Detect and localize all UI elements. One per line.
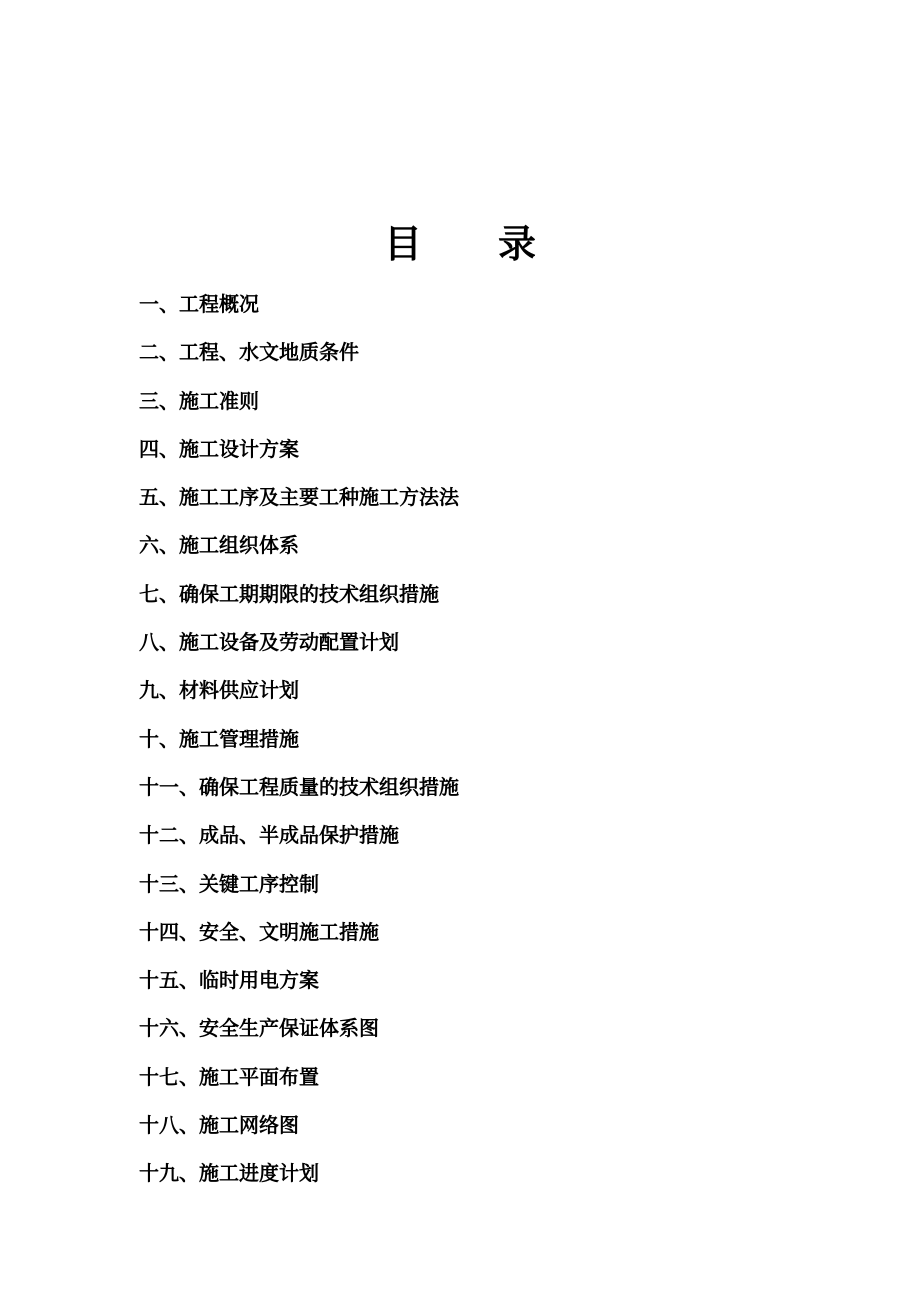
- toc-item: 七、确保工期期限的技术组织措施: [139, 581, 439, 606]
- toc-item: 十三、关键工序控制: [139, 871, 319, 896]
- toc-item: 十六、安全生产保证体系图: [139, 1016, 379, 1041]
- table-of-contents: [139, 280, 459, 1198]
- page-title: 目 录: [383, 221, 536, 266]
- toc-item: 十四、安全、文明施工措施: [139, 919, 379, 944]
- toc-item: 九、材料供应计划: [139, 678, 299, 703]
- toc-item: 十二、成品、半成品保护措施: [139, 823, 399, 848]
- toc-item: 十一、确保工程质量的技术组织措施: [139, 774, 459, 799]
- toc-item: 十九、施工进度计划: [139, 1161, 319, 1186]
- toc-item: 一、工程概况: [139, 292, 259, 316]
- toc-item: 三、施工准则: [139, 388, 259, 413]
- toc-item: 八、施工设备及劳动配置计划: [139, 630, 399, 655]
- toc-item: 四、施工设计方案: [139, 436, 299, 461]
- toc-item: 十八、施工网络图: [139, 1113, 299, 1138]
- toc-item: 二、工程、水文地质条件: [139, 340, 359, 365]
- toc-item: 十七、施工平面布置: [139, 1064, 319, 1089]
- toc-item: 十、施工管理措施: [139, 726, 299, 751]
- toc-item: 六、施工组织体系: [139, 533, 299, 558]
- toc-item: 十五、临时用电方案: [139, 968, 319, 993]
- toc-item: 五、施工工序及主要工种施工方法法: [139, 485, 459, 510]
